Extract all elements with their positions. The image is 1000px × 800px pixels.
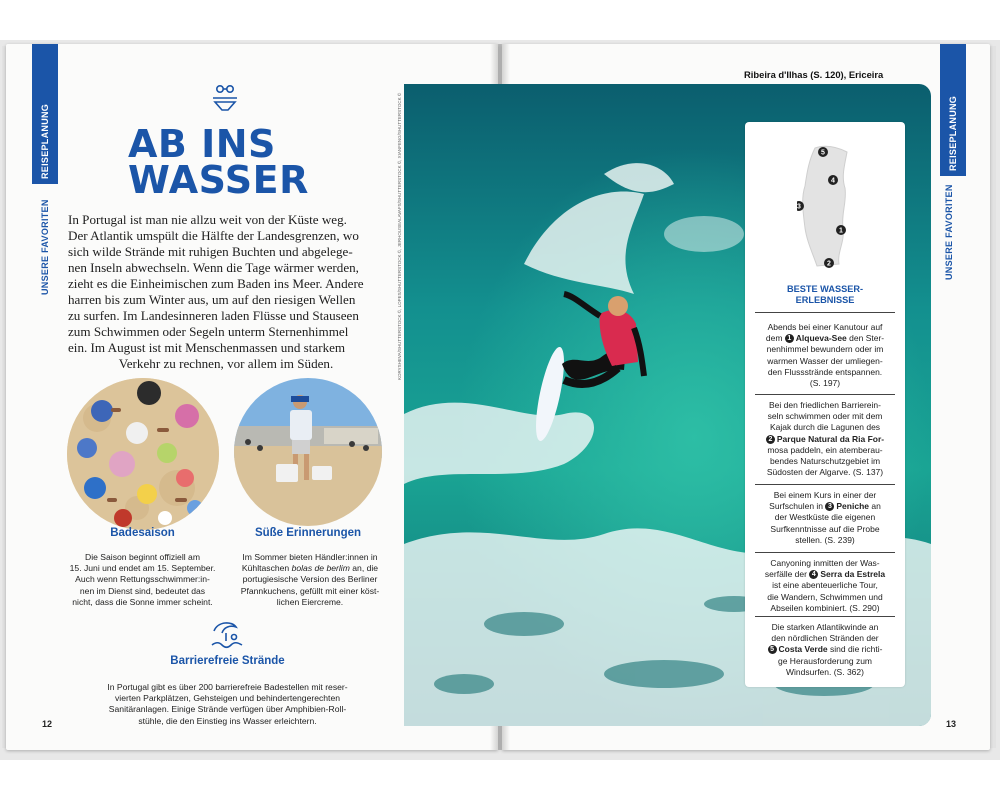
water-experience-entry-4 [755, 558, 895, 614]
intro-line: Der Atlantik umspült die Hälfte der Landesgrenzen, wo [68, 228, 359, 243]
text-line: nenhimmel bewundern oder im [766, 344, 884, 355]
text-line: mosa paddeln, ein atemberau- [767, 444, 883, 455]
text-line: seln schwimmen oder mit dem [767, 411, 883, 422]
text-line: warmen Wasser der umliegen- [767, 355, 883, 366]
text-line: In Portugal gibt es über 200 barrierefreie Badestellen mit reser- [107, 682, 348, 692]
text-line: ist eine abenteuerliche Tour, [772, 580, 878, 591]
text-line: serfälle der 4 Serra da Estrela [764, 569, 886, 580]
text-line: Bei einem Kurs in einer der [773, 490, 877, 500]
water-experience-entry-1 [755, 322, 895, 389]
text-line: Pfannkuchens, gefüllt mit einer köst- [240, 585, 380, 596]
number-marker: 4 [809, 570, 818, 579]
box-title [745, 284, 905, 306]
title-line-1: AB INS [128, 122, 276, 166]
number-marker: 5 [768, 645, 777, 654]
text-line: (S. 197) [809, 378, 841, 389]
text-line: Südosten der Algarve. (S. 137) [766, 467, 884, 478]
feature3-text [85, 682, 370, 727]
text-line: lichen Eiercreme. [276, 596, 344, 607]
intro-line: zum Schwimmen oder Segeln unterm Sternenhimmel [68, 324, 349, 339]
page-number-left: 12 [42, 719, 53, 729]
text-line: Auch wenn Rettungsschwimmer:in- [75, 574, 210, 585]
text-line: stellen. (S. 239) [795, 534, 855, 545]
swimsuit-icon [211, 83, 239, 113]
place-name: Peniche [836, 501, 869, 512]
side-label: UNSERE FAVORITEN [40, 199, 50, 295]
italic-term: bolas de berlim [291, 563, 350, 574]
text-line: Bei den friedlichen Barrierein- [769, 400, 881, 410]
beach-vendor-photo [234, 378, 382, 526]
number-marker: 3 [825, 502, 834, 511]
intro-line: zieht es die Einheimischen zum Baden ins Meer. Andere [68, 276, 364, 291]
text-line: bendes Naturschutzgebiet im [769, 456, 881, 467]
page-title [128, 122, 338, 202]
intro-line: zu surfen. Im Landesinneren laden Flüsse und Stauseen [68, 308, 359, 323]
number-marker: 2 [766, 435, 775, 444]
title-line-2: WASSER [128, 158, 309, 202]
map-marker: 4 [831, 177, 835, 185]
box-title-line: BESTE WASSER- [786, 284, 864, 294]
text-line: ge Herausforderung zum [777, 655, 873, 666]
map-marker: 2 [827, 260, 831, 268]
side-label: UNSERE FAVORITEN [944, 184, 954, 280]
text-line: nen im Dienst sind, bedeutet das [79, 585, 206, 596]
text-line: Windsurfen. (S. 362) [786, 666, 864, 677]
page-edge-right [990, 46, 996, 748]
text-line: Die starken Atlantikwinde an [771, 622, 879, 632]
feature1-title: Badesaison [110, 527, 175, 539]
intro-line: nen Inseln abwechseln. Wenn die Tage wärmer werden, [68, 260, 359, 275]
divider [755, 484, 895, 485]
number-marker: 1 [785, 334, 794, 343]
intro-line: Verkehr zu rechnen, vor allem im Süden. [118, 356, 334, 371]
water-experience-entry-3 [755, 490, 895, 546]
page-number-right: 13 [946, 719, 957, 729]
feature2-title: Süße Erinnerungen [254, 527, 362, 539]
text-line: dem 1 Alqueva-See den Ster- [765, 333, 885, 344]
text-line: 5 Costa Verde sind die richti- [755, 644, 895, 655]
place-name: Serra da Estrela [820, 569, 886, 580]
text-line [755, 434, 895, 445]
text-line: die Wandern, Schwimmen und [767, 591, 883, 602]
box-title-line: ERLEBNISSE [795, 295, 855, 305]
text-line: Im Sommer bieten Händler:innen in [242, 552, 378, 562]
intro-line: harren bis zum Winter aus, um auf den riesigen Wellen [68, 292, 356, 307]
text-line: Abends bei einer Kanutour auf [767, 322, 883, 332]
text-line: Kajak durch die Lagunen des [769, 422, 881, 433]
feature3-title: Barrierefreie Strände [170, 655, 285, 667]
text-line: Die Saison beginnt offiziell am [85, 552, 200, 562]
map-marker: 5 [821, 149, 825, 157]
text-line: Canyoning inmitten der Was- [770, 558, 880, 568]
divider [755, 552, 895, 553]
intro-line: sich wilde Strände mit ruhigen Buchten und abgelege- [68, 244, 353, 259]
photo-credit: KORYSHEVA/SHUTTERSTOCK ©, LOPES/SHUTTERSTOCK ©, JERHOUSEALAVAFS/SHUTTERSTOCK ©, XIANFENG/SHUTTERSTOCK © [397, 92, 402, 380]
place-name: Costa Verde [778, 644, 828, 655]
photo-caption-header: Ribeira d'Ilhas (S. 120), Ericeira [744, 69, 884, 80]
text-line: nicht, dass die Sonne immer scheint. [72, 596, 213, 607]
info-box [745, 122, 905, 687]
text-line: vierten Parkplätzen, Gehsteigen und behindertengerechten [114, 693, 341, 704]
place-name: Alqueva-See [795, 333, 847, 344]
wave-swimmer-icon [210, 617, 244, 651]
text-line: der Westküste die eigenen [774, 512, 876, 523]
portugal-map [797, 142, 857, 272]
text-line: Kühltaschen bolas de berlim an, die [241, 563, 379, 574]
text-line: Surfschulen in 3 Peniche an [769, 501, 881, 512]
text-line: Surfkenntnisse auf die Probe [770, 523, 880, 534]
divider [755, 394, 895, 395]
divider [755, 312, 895, 313]
text-line: den nördlichen Stränden der [771, 633, 879, 644]
water-experience-entry-2 [755, 400, 895, 478]
map-marker: 3 [797, 203, 801, 211]
side-tab-label: REISEPLANUNG [40, 103, 50, 179]
water-experience-entry-5 [755, 622, 895, 678]
beach-umbrellas-photo [67, 378, 219, 530]
map-marker: 1 [839, 227, 843, 235]
text-line: Sanitäranlagen. Einige Strände verfügen über Amphibien-Roll- [108, 704, 347, 715]
divider [755, 616, 895, 617]
text-line: portugiesische Version des Berliner [242, 574, 378, 585]
text-line: Abseilen kombiniert. (S. 290) [770, 602, 880, 613]
intro-line: ein. Im August ist mit Menschenmassen und starkem [68, 340, 346, 355]
feature2-text [230, 552, 390, 608]
side-tab-label: REISEPLANUNG [948, 95, 958, 171]
place-name: Parque Natural da Ria For- [776, 433, 885, 444]
side-tab-right [940, 44, 966, 176]
text-line: den Flussstrände entspannen. [767, 366, 883, 377]
text-line: stühle, die den Einstieg ins Wasser erleichtern. [138, 715, 317, 726]
intro-line: In Portugal ist man nie allzu weit von der Küste weg. [68, 212, 347, 227]
text-line: 15. Juni und endet am 15. September. [69, 563, 216, 574]
feature1-text [60, 552, 225, 608]
side-tab-left [32, 44, 58, 184]
